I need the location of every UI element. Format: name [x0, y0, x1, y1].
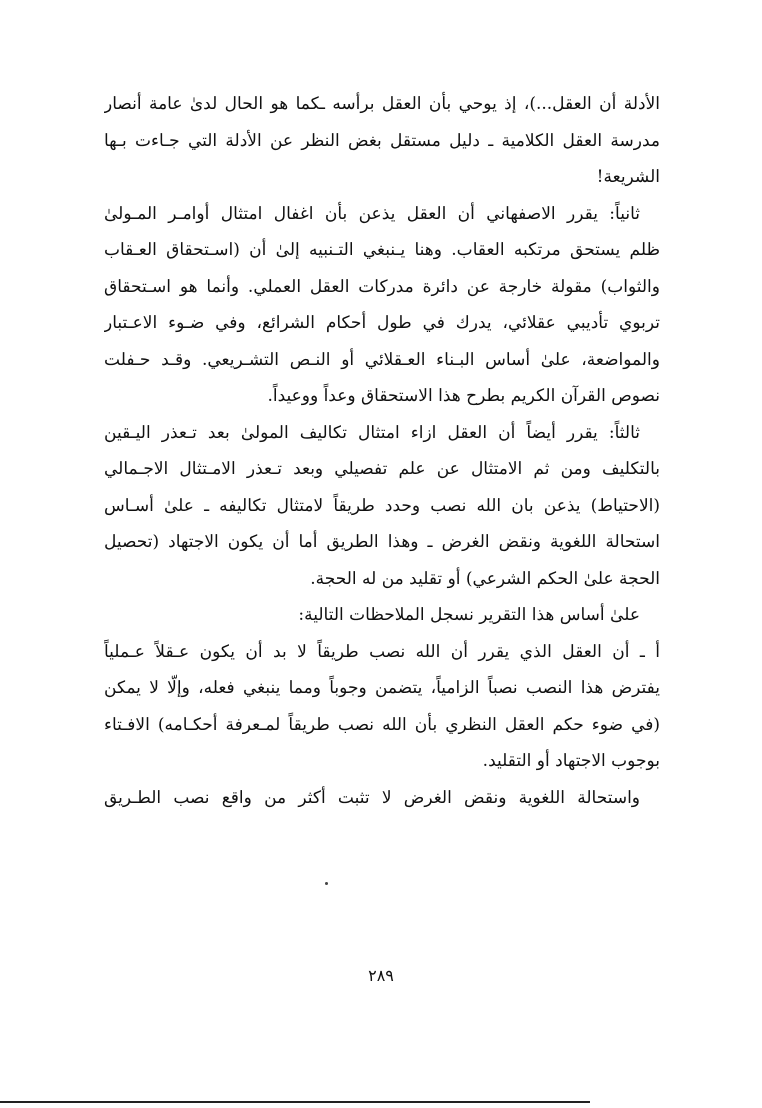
- text-line: ثالثاً: يقرر أيضاً أن العقل ازاء امتثال تكاليف المولىٰ بعد تـعذر اليـقين: [104, 422, 640, 443]
- text-line: يفترض هذا النصب نصباً الزامياً، يتضمن وجوباً ومما ينبغي فعله، وإلّا لا يمكن: [104, 678, 660, 698]
- text-line: الأدلة أن العقل...)، إذ يوحي بأن العقل برأسه ـكما هو الحال لدىٰ عامة أنصار: [104, 94, 660, 114]
- text-line: والثواب) مقولة خارجة عن دائرة مدركات العقل العملي. وأنما هو اسـتحقاق: [104, 276, 660, 297]
- text-line: مدرسة العقل الكلامية ـ دليل مستقل بغض النظر عن الأدلة التي جـاءت بـها: [104, 130, 660, 151]
- page-number: ٢٨٩: [368, 966, 394, 985]
- text-line: علىٰ أساس هذا التقرير نسجل الملاحظات التالية:: [298, 605, 640, 625]
- text-line: بوجوب الاجتهاد أو التقليد.: [482, 751, 660, 771]
- text-line: نصوص القرآن الكريم بطرح هذا الاستحقاق وعداً ووعيداً.: [267, 386, 660, 406]
- text-line: الشريعة!: [596, 167, 660, 187]
- text-line: ثانياً: يقرر الاصفهاني أن العقل يذعن بأن اغفال امتثال أوامـر المـولىٰ: [104, 203, 640, 224]
- body-text: [104, 86, 660, 816]
- text-line: ظلم يستحق مرتكبه العقاب. وهنا يـنبغي التـنبيه إلىٰ أن (اسـتحقاق العـقاب: [104, 240, 660, 260]
- text-line: (في ضوء حكم العقل النظري بأن الله نصب طريقاً لمـعرفة أحكـامه) الافـتاء: [104, 714, 660, 735]
- text-line: أ ـ أن العقل الذي يقرر أن الله نصب طريقاً لا بد أن يكون عـقلاً عـملياً: [104, 641, 660, 662]
- text-line: واستحالة اللغوية ونقض الغرض لا تثبت أكثر من واقع نصب الطـريق: [104, 787, 640, 808]
- text-line: والمواضعة، علىٰ أساس البـناء العـقلائي أو النـص التشـريعي. وقـد حـفلت: [104, 349, 660, 370]
- text-line: استحالة اللغوية ونقض الغرض ـ وهذا الطريق أما أن يكون الاجتهاد (تحصيل: [104, 532, 660, 552]
- stray-dot-mark: [325, 882, 328, 885]
- text-line: تربوي تأديبي عقلائي، يدرك في طول أحكام الشرائع، وفي ضـوء الاعـتبار: [104, 313, 660, 333]
- text-line: (الاحتياط) يذعن بان الله نصب وحدد طريقاً لامتثال تكاليفه ـ علىٰ أسـاس: [104, 495, 660, 516]
- scan-edge-rule: [0, 1101, 590, 1103]
- text-line: الحجة علىٰ الحكم الشرعي) أو تقليد من له الحجة.: [310, 568, 660, 589]
- text-line: بالتكليف ومن ثم الامتثال عن علم تفصيلي وبعد تـعذر الامـتثال الاجـمالي: [104, 459, 660, 479]
